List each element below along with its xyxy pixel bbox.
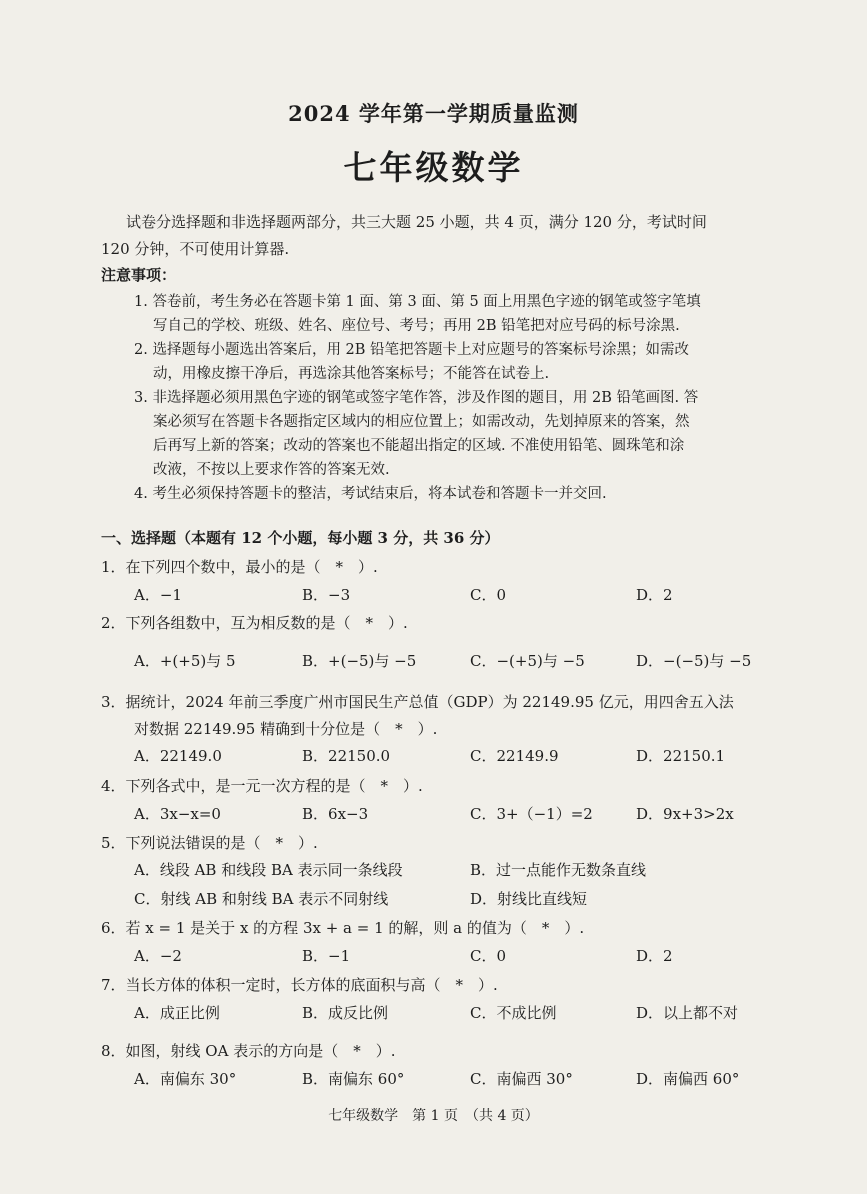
notice-line: 1. 答卷前，考生务必在答题卡第 1 面、第 3 面、第 5 面上用黑色字迹的钢笔或签字笔填 (134, 294, 701, 310)
option-b: B．6x−3 (302, 805, 369, 823)
option-c: C．不成比例 (470, 1004, 557, 1022)
exam-title: 七年级数学 (343, 148, 524, 187)
page-footer: 七年级数学 第 1 页 （共 4 页） (328, 1108, 539, 1124)
question-stem: 6．若 x = 1 是关于 x 的方程 3x + a = 1 的解，则 a 的值为（ * ）. (101, 919, 585, 937)
notice-line: 3. 非选择题必须用黑色字迹的钢笔或签字笔作答，涉及作图的题目，用 2B 铅笔画图. 答 (134, 390, 699, 406)
option-c: C．3+（−1）=2 (470, 805, 593, 823)
notice-line: 案必须写在答题卡各题指定区域内的相应位置上；如需改动，先划掉原来的答案，然 (153, 414, 690, 430)
option-a: A．3x−x=0 (134, 805, 221, 823)
option-b: B．南偏东 60° (302, 1070, 405, 1088)
option-c: C．−(+5)与 −5 (470, 652, 585, 670)
notice-line: 动，用橡皮擦干净后，再选涂其他答案标号；不能答在试卷上. (153, 366, 550, 382)
question-stem-continued: 对数据 22149.95 精确到十分位是（ * ）. (134, 720, 438, 738)
option-a: A．−1 (134, 586, 182, 604)
intro-line-1: 试卷分选择题和非选择题两部分，共三大题 25 小题，共 4 页，满分 120 分，考试时间 (126, 213, 707, 231)
option-c: C．0 (470, 586, 507, 604)
question-stem: 4．下列各式中，是一元一次方程的是（ * ）. (101, 777, 423, 795)
option-d: D．22150.1 (636, 747, 726, 765)
notice-heading: 注意事项： (101, 266, 177, 284)
intro-line-2: 120 分钟，不可使用计算器. (101, 240, 290, 258)
option-b: B．+(−5)与 −5 (302, 652, 417, 670)
option-a: A．南偏东 30° (134, 1070, 237, 1088)
question-stem: 2．下列各组数中，互为相反数的是（ * ）. (101, 614, 408, 632)
question-stem: 3．据统计，2024 年前三季度广州市国民生产总值（GDP）为 22149.95 亿元，用四舍五入法 (101, 693, 734, 711)
notice-line: 4. 考生必须保持答题卡的整洁，考试结束后，将本试卷和答题卡一并交回. (134, 486, 607, 502)
option-b: B．成反比例 (302, 1004, 389, 1022)
option-b: B．−3 (302, 586, 351, 604)
option-b: B．−1 (302, 947, 351, 965)
notice-line: 改液，不按以上要求作答的答案无效. (153, 462, 390, 478)
option-b: B．过一点能作无数条直线 (470, 861, 647, 879)
exam-subtitle: 2024 学年第一学期质量监测 (288, 101, 579, 126)
option-c: C．0 (470, 947, 507, 965)
notice-line: 后再写上新的答案；改动的答案也不能超出指定的区域. 不准使用铅笔、圆珠笔和涂 (153, 438, 685, 454)
option-c: C．南偏西 30° (470, 1070, 573, 1088)
option-d: D．2 (636, 586, 673, 604)
option-b: B．22150.0 (302, 747, 391, 765)
question-stem: 7．当长方体的体积一定时，长方体的底面积与高（ * ）. (101, 976, 498, 994)
option-c: C．22149.9 (470, 747, 559, 765)
option-d: D．射线比直线短 (470, 890, 588, 908)
question-stem: 8．如图，射线 OA 表示的方向是（ * ）. (101, 1042, 396, 1060)
option-a: A．成正比例 (134, 1004, 220, 1022)
option-d: D．9x+3>2x (636, 805, 734, 823)
option-d: D．2 (636, 947, 673, 965)
option-a: A．−2 (134, 947, 182, 965)
option-c: C．射线 AB 和射线 BA 表示不同射线 (134, 890, 389, 908)
section-heading: 一、选择题（本题有 12 个小题，每小题 3 分，共 36 分） (101, 529, 500, 547)
option-d: D．−(−5)与 −5 (636, 652, 752, 670)
option-a: A．22149.0 (134, 747, 222, 765)
notice-line: 2. 选择题每小题选出答案后，用 2B 铅笔把答题卡上对应题号的答案标号涂黑；如需改 (134, 342, 690, 358)
notice-line: 写自己的学校、班级、姓名、座位号、考号；再用 2B 铅笔把对应号码的标号涂黑. (153, 318, 680, 334)
option-d: D．南偏西 60° (636, 1070, 740, 1088)
question-stem: 5．下列说法错误的是（ * ）. (101, 834, 318, 852)
option-a: A．+(+5)与 5 (134, 652, 236, 670)
option-d: D．以上都不对 (636, 1004, 739, 1022)
question-stem: 1．在下列四个数中，最小的是（ * ）. (101, 558, 378, 576)
option-a: A．线段 AB 和线段 BA 表示同一条线段 (134, 861, 403, 879)
